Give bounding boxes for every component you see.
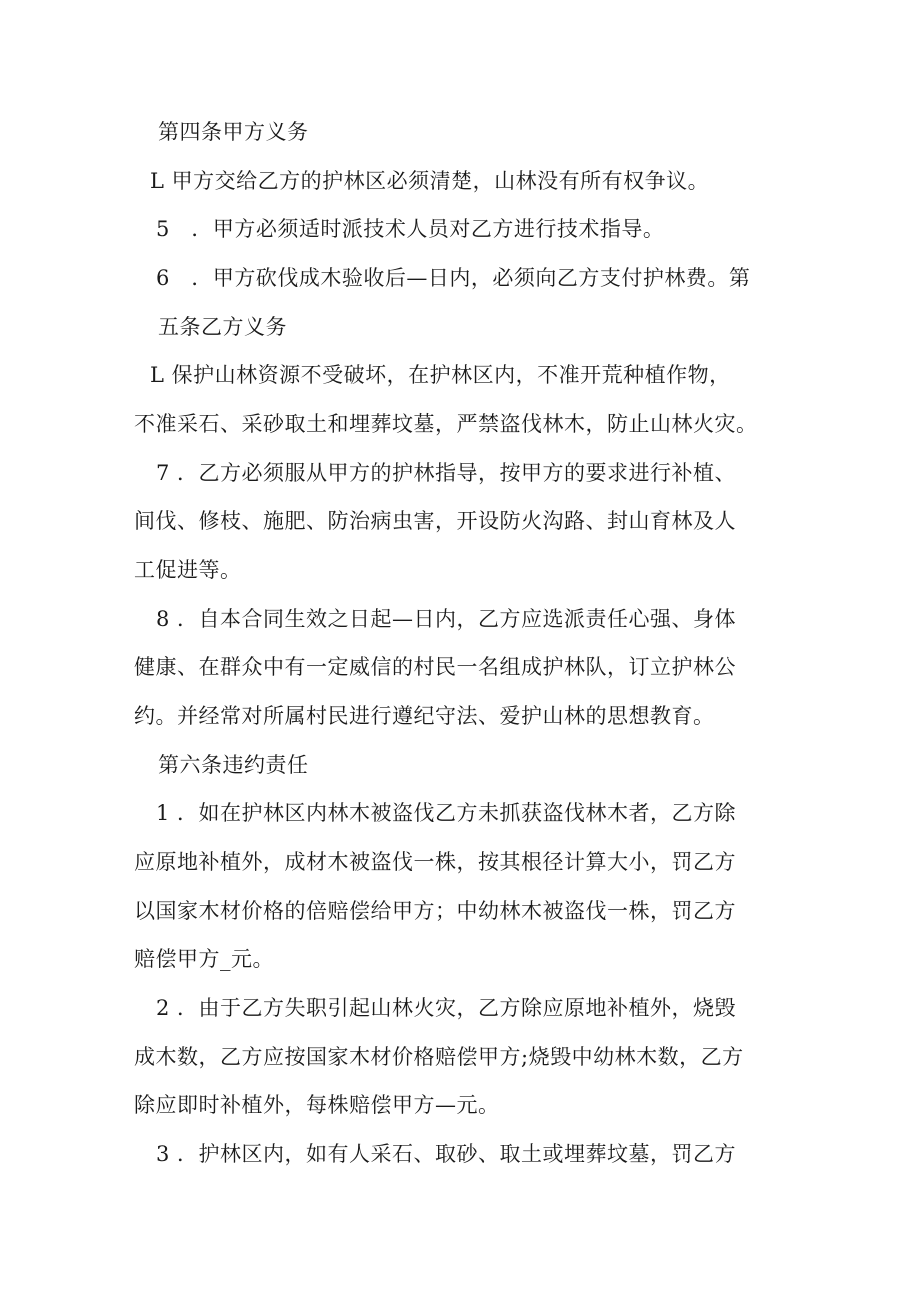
heading-article-5: 五条乙方义务 (158, 315, 287, 339)
paragraph-line: 除应即时补植外，每株赔偿甲方—元。 (134, 1093, 500, 1117)
paragraph-line: 成木数，乙方应按国家木材价格赔偿甲方;烧毁中幼林木数，乙方 (134, 1045, 744, 1069)
heading-article-4: 第四条甲方义务 (158, 120, 309, 144)
paragraph-line: 间伐、修枝、施肥、防治病虫害，开设防火沟路、封山育林及人 (134, 509, 736, 533)
paragraph-line: L 保护山林资源不受破坏，在护林区内，不准开荒种植作物， (150, 363, 731, 387)
paragraph-line: 6 ．甲方砍伐成木验收后—日内，必须向乙方支付护林费。第 (156, 266, 751, 290)
paragraph-line: L 甲方交给乙方的护林区必须清楚，山林没有所有权争议。 (150, 169, 710, 193)
paragraph-line: 8 ．自本合同生效之日起—日内，乙方应选派责任心强、身体 (156, 607, 737, 631)
paragraph-line: 工促进等。 (134, 558, 242, 582)
paragraph-line: 约。并经常对所属村民进行遵纪守法、爱护山林的思想教育。 (134, 704, 715, 728)
paragraph-line: 5 ．甲方必须适时派技术人员对乙方进行技术指导。 (156, 217, 665, 241)
paragraph-line: 1 ．如在护林区内林木被盗伐乙方未抓获盗伐林木者，乙方除 (156, 801, 737, 825)
paragraph-line: 不准采石、采砂取土和埋葬坟墓，严禁盗伐林木，防止山林火灾。 (134, 412, 758, 436)
paragraph-line: 7 ．乙方必须服从甲方的护林指导，按甲方的要求进行补植、 (156, 461, 737, 485)
paragraph-line: 赔偿甲方_元。 (134, 947, 274, 971)
paragraph-line: 以国家木材价格的倍赔偿给甲方；中幼林木被盗伐一株，罚乙方 (134, 899, 736, 923)
paragraph-line: 3 ．护林区内，如有人采石、取砂、取土或埋葬坟墓，罚乙方 (156, 1142, 737, 1166)
paragraph-line: 应原地补植外，成材木被盗伐一株，按其根径计算大小，罚乙方 (134, 850, 736, 874)
heading-article-6: 第六条违约责任 (158, 753, 309, 777)
paragraph-line: 2 ．由于乙方失职引起山林火灾，乙方除应原地补植外，烧毁 (156, 996, 737, 1020)
paragraph-line: 健康、在群众中有一定威信的村民一名组成护林队，订立护林公 (134, 655, 736, 679)
